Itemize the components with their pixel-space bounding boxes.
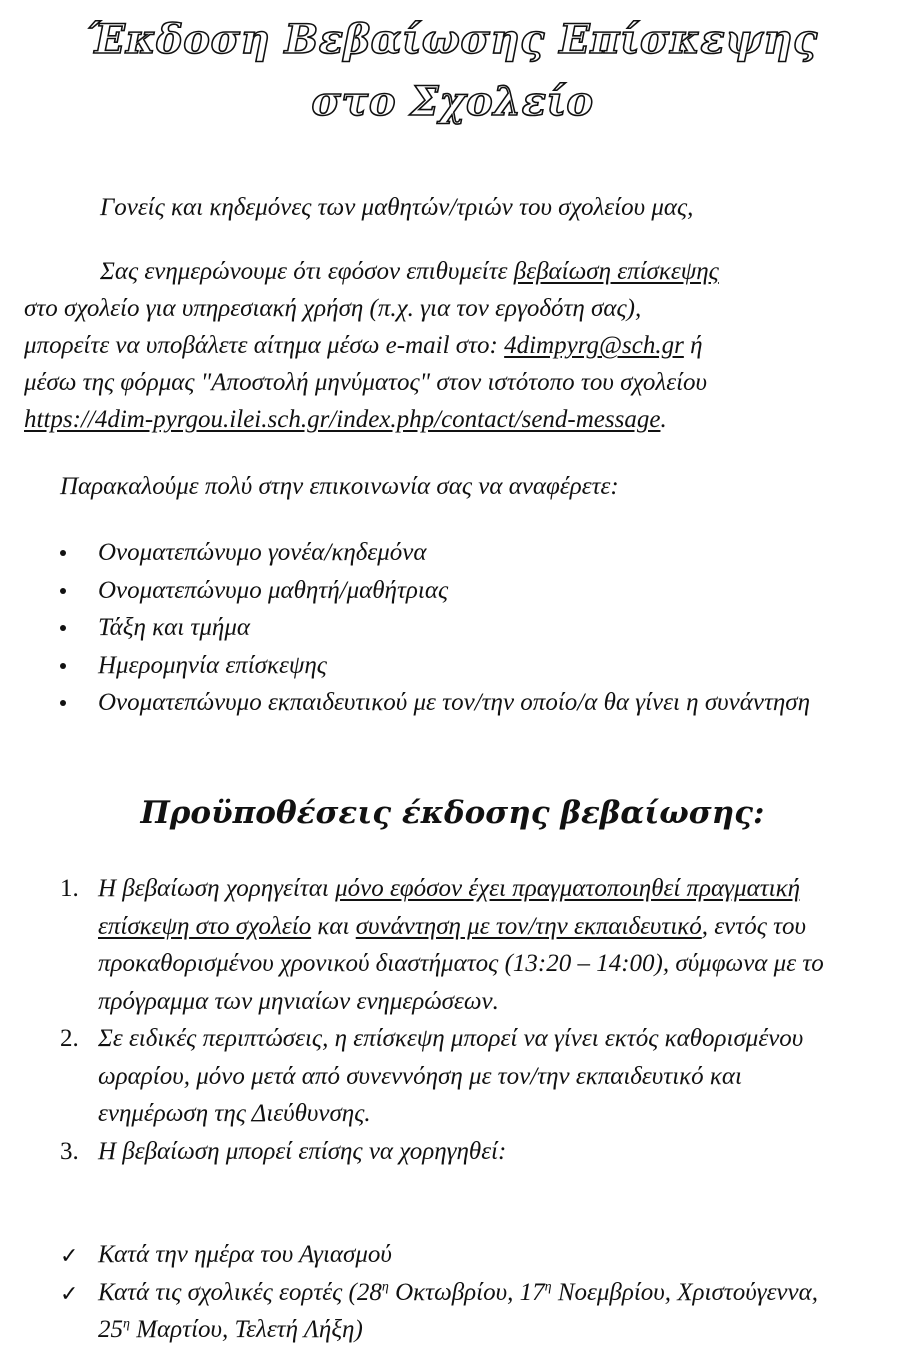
list-number: 3. [60,1137,79,1165]
intro-text: μπορείτε να υποβάλετε αίτημα μέσω e-mail στο: [24,332,505,359]
intro-text: Σας ενημερώνουμε ότι εφόσον επιθυμείτε [100,258,514,285]
greeting: Γονείς και κηδεμόνες των μαθητών/τριών του σχολείου μας, [100,194,694,221]
conditions-heading: Προϋποθέσεις έκδοσης βεβαίωσης: [140,795,765,831]
occasion-text: Μαρτίου, Τελετή Λήξη) [129,1316,363,1343]
certificate-link: βεβαίωση επίσκεψης [513,258,719,285]
bullet-icon [60,588,66,594]
condition-emphasis: συνάντηση με τον/την εκπαιδευτικό [355,912,702,940]
intro-line5 [24,401,667,438]
list-item-text: Τάξη και τμήμα [98,614,251,641]
occasion-text: Κατά τις σχολικές εορτές (28 [98,1278,382,1306]
list-item-text: Ημερομηνία επίσκεψης [98,651,327,679]
request-prompt: Παρακαλούμε πολύ στην επικοινωνία σας να αναφέρετε: [60,473,619,500]
occasion-text: Νοεμβρίου, Χριστούγεννα, 25 [98,1278,818,1343]
page-title-line2: στο Σχολείο [311,78,594,125]
ordinal-suffix: η [123,1316,130,1332]
intro-line3 [24,327,703,364]
list-item [60,647,858,685]
bullet-icon [60,663,66,669]
contact-form-link[interactable]: https://4dim-pyrgou.ilei.sch.gr/index.php/contact/send-message [24,406,661,433]
condition-text: , εντός του προκαθορισμένου χρονικού διαστήματος (13:20 – 14:00), σύμφωνα με το πρόγραμμα των μηνιαίων ενημερώσεων. [98,912,824,1015]
list-item [60,1236,850,1274]
list-item [60,1020,850,1133]
list-item [60,870,850,1020]
ordinal-suffix: η [381,1279,389,1295]
intro-line1 [100,253,719,290]
list-item [60,1274,850,1349]
list-item-text: Ονοματεπώνυμο γονέα/κηδεμόνα [98,539,427,566]
ordinal-suffix: η [544,1279,552,1295]
occasion-text: Οκτωβρίου, 17 [388,1278,545,1306]
condition-text: Η βεβαίωση μπορεί επίσης να χορηγηθεί: [98,1137,507,1165]
list-item [60,609,858,647]
occasion-text: Κατά την ημέρα του Αγιασμού [98,1241,392,1268]
checkmark-icon: ✓ [60,1244,79,1269]
email-link[interactable]: 4dimpyrg@sch.gr [504,332,684,359]
intro-text: ή [683,332,703,359]
condition-text: Σε ειδικές περιπτώσεις, η επίσκεψη μπορεί να γίνει εκτός καθορισμένου ωραρίου, μόνο μετά από συνεννόηση με τον/την εκπαιδευτικό και ενημέρωση της Διεύθυνσης. [98,1025,804,1127]
required-fields-list [60,534,858,722]
list-item [60,1133,850,1171]
bullet-icon [60,700,66,706]
intro-line2: στο σχολείο για υπηρεσιακή χρήση (π.χ. για τον εργοδότη σας), [24,295,642,322]
intro-line4: μέσω της φόρμας "Αποστολή μηνύματος" στον ιστότοπο του σχολείου [24,369,707,396]
list-number: 1. [60,875,79,902]
list-item [60,534,858,572]
bullet-icon [60,625,66,631]
list-item [60,572,858,610]
condition-text: Η βεβαίωση χορηγείται [98,875,336,902]
bullet-icon [60,550,66,556]
page-title: Έκδοση Βεβαίωσης Επίσκεψης [87,16,818,63]
conditions-list [60,870,850,1170]
list-item [60,684,858,722]
list-item-text: Ονοματεπώνυμο μαθητή/μαθήτριας [98,576,449,604]
intro-text: . [660,406,667,433]
condition-emphasis: μόνο εφόσον έχει πραγματοποιηθεί πραγματική επίσκεψη στο σχολείο [98,875,800,940]
occasions-list [60,1236,850,1349]
checkmark-icon: ✓ [60,1281,79,1307]
condition-text: και [311,912,356,940]
list-number: 2. [60,1025,79,1052]
list-item-text: Ονοματεπώνυμο εκπαιδευτικού με τον/την οποίο/α θα γίνει η συνάντηση [98,689,811,716]
